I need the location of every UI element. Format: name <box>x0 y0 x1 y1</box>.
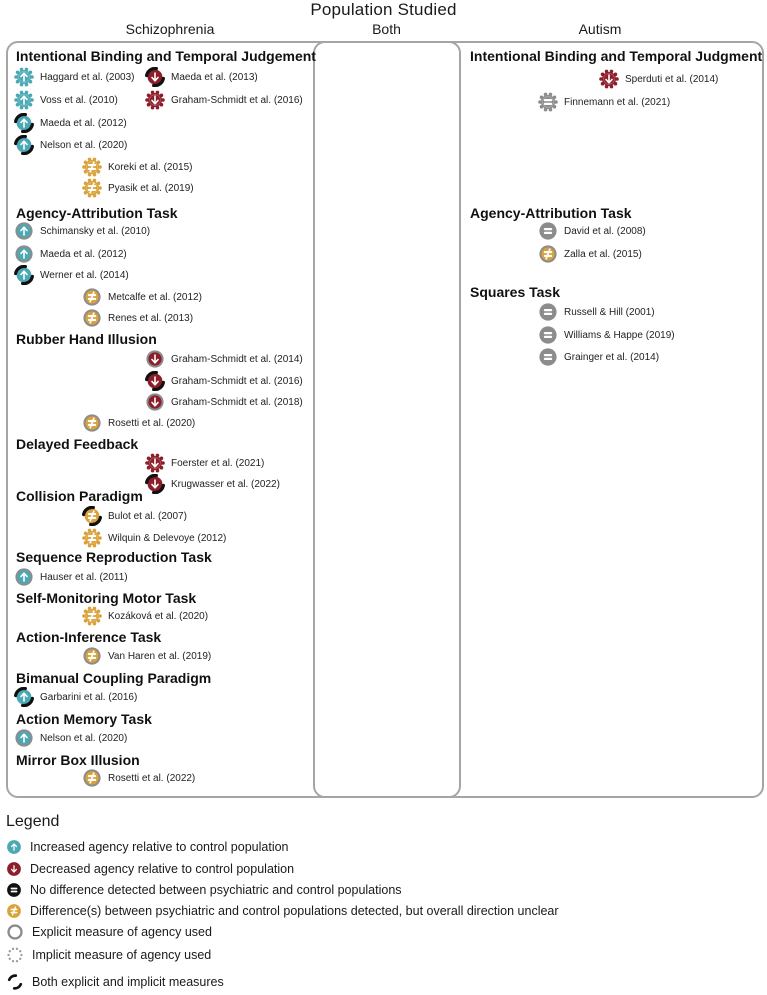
study-item <box>14 729 127 747</box>
study-citation: Grainger et al. (2014) <box>564 351 660 363</box>
no-difference-explicit-measure-icon <box>538 221 558 241</box>
legend-label: Both explicit and implicit measures <box>32 975 224 989</box>
study-citation: Krugwasser et al. (2022) <box>171 478 280 490</box>
study-citation: Williams & Happe (2019) <box>564 329 675 341</box>
study-citation: Voss et al. (2010) <box>40 94 118 106</box>
study-item <box>599 70 718 88</box>
unclear-implicit-measure-icon <box>82 178 102 198</box>
legend-title: Legend <box>6 813 60 830</box>
unclear-implicit-measure-icon <box>82 606 102 626</box>
study-item <box>538 93 670 111</box>
legend-label: Increased agency relative to control population <box>30 840 289 854</box>
study-item <box>82 309 193 327</box>
unclear-both-measure-icon <box>82 506 102 526</box>
study-citation: Finnemann et al. (2021) <box>564 96 671 108</box>
study-citation: Russell & Hill (2001) <box>564 306 655 318</box>
study-item <box>538 326 675 344</box>
study-citation: Koreki et al. (2015) <box>108 161 193 173</box>
increased-implicit-measure-icon <box>14 90 34 110</box>
schizophrenia-section-title: Self-Monitoring Motor Task <box>16 590 197 606</box>
increased-both-measure-icon <box>14 687 34 707</box>
decreased-implicit-measure-icon <box>599 69 619 89</box>
unclear-explicit-measure-icon <box>82 768 102 788</box>
legend-label: Difference(s) between psychiatric and control populations detected, but overall direction unclear <box>30 904 559 918</box>
study-citation: Graham-Schmidt et al. (2016) <box>171 94 303 106</box>
study-item <box>145 91 303 109</box>
study-item <box>145 372 303 390</box>
study-citation: Graham-Schmidt et al. (2016) <box>171 375 303 387</box>
schizophrenia-section-title: Action Memory Task <box>16 711 152 727</box>
legend-entry <box>6 881 402 899</box>
study-item <box>538 348 659 366</box>
decreased-explicit-measure-icon <box>145 349 165 369</box>
study-item <box>14 68 135 86</box>
study-item <box>82 529 226 547</box>
column-header-both: Both <box>372 21 401 37</box>
study-citation: Sperduti et al. (2014) <box>625 73 719 85</box>
study-item <box>14 136 127 154</box>
study-citation: Van Haren et al. (2019) <box>108 650 212 662</box>
study-item <box>82 288 202 306</box>
autism-section-title: Intentional Binding and Temporal Judgment <box>470 48 763 64</box>
schizophrenia-section-title: Delayed Feedback <box>16 436 139 452</box>
autism-section-title: Squares Task <box>470 284 561 300</box>
study-citation: Kozáková et al. (2020) <box>108 610 209 622</box>
increased-explicit-measure-icon <box>14 567 34 587</box>
legend-entry <box>6 973 224 991</box>
study-item <box>14 688 137 706</box>
implicit-measure-legend-icon <box>6 946 24 964</box>
page-title: Population Studied <box>310 0 457 19</box>
no-difference-explicit-measure-icon <box>538 347 558 367</box>
increased-both-measure-icon <box>14 135 34 155</box>
study-citation: Zalla et al. (2015) <box>564 248 642 260</box>
study-item <box>14 245 127 263</box>
schizophrenia-section-title: Bimanual Coupling Paradigm <box>16 670 212 686</box>
no-difference-explicit-measure-icon <box>538 325 558 345</box>
unclear-legend-icon <box>6 903 22 919</box>
increased-legend-icon <box>6 839 22 855</box>
increased-explicit-measure-icon <box>14 221 34 241</box>
decreased-explicit-measure-icon <box>145 392 165 412</box>
study-citation: Bulot et al. (2007) <box>108 510 187 522</box>
study-item <box>14 266 129 284</box>
increased-both-measure-icon <box>14 113 34 133</box>
study-citation: Rosetti et al. (2020) <box>108 417 196 429</box>
study-citation: Garbarini et al. (2016) <box>40 691 138 703</box>
study-citation: Foerster et al. (2021) <box>171 457 265 469</box>
study-citation: Maeda et al. (2013) <box>171 71 258 83</box>
legend-label: Decreased agency relative to control population <box>30 862 295 876</box>
increased-explicit-measure-icon <box>14 244 34 264</box>
legend-entry <box>6 902 559 920</box>
decreased-both-measure-icon <box>145 67 165 87</box>
decreased-both-measure-icon <box>145 474 165 494</box>
study-citation: Metcalfe et al. (2012) <box>108 291 202 303</box>
study-item <box>82 507 187 525</box>
study-item <box>82 158 193 176</box>
study-citation: Nelson et al. (2020) <box>40 732 128 744</box>
study-item <box>145 350 303 368</box>
unclear-implicit-measure-icon <box>82 528 102 548</box>
study-citation: Graham-Schmidt et al. (2018) <box>171 396 303 408</box>
study-citation: Maeda et al. (2012) <box>40 117 127 129</box>
unclear-explicit-measure-icon <box>82 308 102 328</box>
study-item <box>82 769 195 787</box>
unclear-explicit-measure-icon <box>82 287 102 307</box>
legend-label: Explicit measure of agency used <box>32 925 212 939</box>
decreased-implicit-measure-icon <box>145 90 165 110</box>
increased-implicit-measure-icon <box>14 67 34 87</box>
unclear-implicit-measure-icon <box>82 157 102 177</box>
schizophrenia-section-title: Action-Inference Task <box>16 629 162 645</box>
study-item <box>14 114 127 132</box>
study-item <box>82 179 194 197</box>
study-citation: David et al. (2008) <box>564 225 646 237</box>
study-item <box>14 568 128 586</box>
study-citation: Rosetti et al. (2022) <box>108 772 196 784</box>
study-item <box>145 475 280 493</box>
study-citation: Graham-Schmidt et al. (2014) <box>171 353 303 365</box>
increased-explicit-measure-icon <box>14 728 34 748</box>
study-item <box>14 222 150 240</box>
decreased-both-measure-icon <box>145 371 165 391</box>
unclear-explicit-measure-icon <box>82 413 102 433</box>
study-citation: Maeda et al. (2012) <box>40 248 127 260</box>
autism-section-title: Agency-Attribution Task <box>470 205 632 221</box>
study-citation: Hauser et al. (2011) <box>40 571 128 583</box>
study-item <box>145 68 258 86</box>
study-citation: Pyasik et al. (2019) <box>108 182 194 194</box>
legend-label: Implicit measure of agency used <box>32 948 212 962</box>
no-difference-implicit-measure-icon <box>538 92 558 112</box>
unclear-explicit-measure-icon <box>82 646 102 666</box>
legend-label: No difference detected between psychiatric and control populations <box>30 883 402 897</box>
both-measure-legend-icon <box>6 973 24 991</box>
schizophrenia-section-title: Intentional Binding and Temporal Judgement <box>16 48 316 64</box>
study-citation: Wilquin & Delevoye (2012) <box>108 532 227 544</box>
study-item <box>145 393 303 411</box>
decreased-legend-icon <box>6 861 22 877</box>
no-difference-explicit-measure-icon <box>538 302 558 322</box>
unclear-explicit-measure-icon <box>538 244 558 264</box>
study-citation: Werner et al. (2014) <box>40 269 129 281</box>
column-header-autism: Autism <box>578 21 622 37</box>
decreased-implicit-measure-icon <box>145 453 165 473</box>
schizophrenia-section-title: Sequence Reproduction Task <box>16 549 212 565</box>
study-citation: Haggard et al. (2003) <box>40 71 135 83</box>
no-difference-legend-icon <box>6 882 22 898</box>
legend-entry <box>6 923 212 941</box>
schizophrenia-section-title: Mirror Box Illusion <box>16 752 140 768</box>
study-citation: Nelson et al. (2020) <box>40 139 128 151</box>
study-item <box>82 607 208 625</box>
study-item <box>14 91 118 109</box>
study-item <box>82 647 211 665</box>
schizophrenia-section-title: Rubber Hand Illusion <box>16 331 157 347</box>
study-item <box>538 303 655 321</box>
column-header-schizophrenia: Schizophrenia <box>125 21 215 37</box>
study-citation: Renes et al. (2013) <box>108 312 194 324</box>
study-item <box>82 414 195 432</box>
schizophrenia-section-title: Agency-Attribution Task <box>16 205 178 221</box>
study-item <box>538 222 646 240</box>
legend-entry <box>6 946 211 964</box>
study-item <box>145 454 264 472</box>
both-column-frame <box>313 41 461 798</box>
legend-entry <box>6 838 289 856</box>
increased-both-measure-icon <box>14 265 34 285</box>
explicit-measure-legend-icon <box>6 923 24 941</box>
legend-entry <box>6 860 294 878</box>
study-citation: Schimansky et al. (2010) <box>40 225 151 237</box>
schizophrenia-section-title: Collision Paradigm <box>16 488 143 504</box>
study-item <box>538 245 642 263</box>
